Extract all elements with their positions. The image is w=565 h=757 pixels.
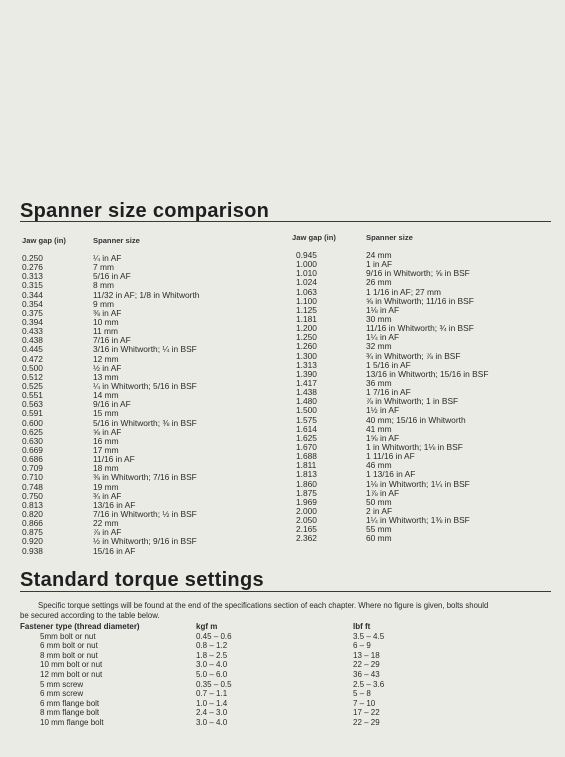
spanner-size-value: ⅝ in Whitworth; 11/16 in BSF [366, 295, 474, 306]
jaw-gap-value: 0.820 [22, 508, 43, 519]
left-jaw-gap-header: Jaw gap (in) [22, 236, 66, 245]
spanner-size-value: 2 in AF [366, 505, 393, 516]
kgf-m-value: 0.45 – 0.6 [196, 631, 232, 641]
kgf-m-value: 3.0 – 4.0 [196, 660, 228, 670]
spanner-size-value: ¼ in Whitworth; 5/16 in BSF [93, 380, 197, 391]
fastener-type-value: 5 mm screw [40, 679, 84, 689]
jaw-gap-value: 0.394 [22, 316, 43, 327]
jaw-gap-value: 0.375 [22, 307, 43, 318]
spanner-size-value: 13 mm [93, 371, 119, 382]
spanner-size-value: ⅜ in AF [93, 307, 122, 318]
jaw-gap-value: 0.945 [296, 250, 317, 260]
torque-kgf-column [196, 622, 232, 728]
fastener-type-header: Fastener type (thread diameter) [20, 622, 140, 631]
jaw-gap-value: 1.969 [296, 496, 317, 507]
spanner-size-value: 1 1/16 in AF; 27 mm [366, 286, 441, 297]
jaw-gap-value: 0.686 [22, 454, 43, 465]
kgf-m-value: 2.4 – 3.0 [196, 708, 228, 718]
jaw-gap-value: 0.250 [22, 253, 43, 263]
spanner-size-value: 9 mm [93, 298, 114, 309]
jaw-gap-value: 1.860 [296, 478, 317, 489]
spanner-size-value: 15 mm [93, 408, 119, 419]
spanner-size-value: 22 mm [93, 518, 119, 529]
spanner-section-title: Spanner size comparison [20, 200, 270, 222]
spanner-size-value: 13/16 in Whitworth; 15/16 in BSF [366, 368, 489, 379]
spanner-size-value: 24 mm [366, 250, 392, 260]
jaw-gap-value: 1.181 [296, 313, 317, 324]
jaw-gap-value: 1.480 [296, 396, 317, 407]
lbf-ft-header: lbf ft [353, 622, 371, 631]
jaw-gap-value: 0.813 [22, 499, 43, 510]
jaw-gap-value: 0.500 [22, 362, 43, 373]
jaw-gap-value: 1.811 [296, 460, 317, 471]
lbf-ft-value: 2.5 – 3.6 [353, 679, 385, 689]
jaw-gap-value: 2.050 [296, 515, 317, 526]
spanner-size-value: 1 5/16 in AF [366, 359, 411, 370]
spanner-size-value: 7/16 in AF [93, 335, 131, 346]
jaw-gap-value: 0.709 [22, 463, 43, 474]
jaw-gap-value: 0.630 [22, 435, 43, 446]
spanner-size-value: 50 mm [366, 496, 392, 507]
jaw-gap-value: 0.938 [22, 545, 43, 556]
spanner-size-value: 1⅝ in AF [366, 432, 400, 443]
jaw-gap-value: 0.512 [22, 371, 43, 382]
spanner-size-value: 13/16 in AF [93, 499, 136, 510]
spanner-size-value: 19 mm [93, 481, 119, 492]
jaw-gap-value: 1.313 [296, 359, 317, 370]
torque-intro-line-2: be secured according to the table below. [20, 611, 160, 620]
jaw-gap-value: 1.875 [296, 487, 317, 498]
spanner-size-value: ½ in Whitworth; 9/16 in BSF [93, 536, 197, 547]
jaw-gap-value: 0.866 [22, 518, 43, 529]
jaw-gap-value: 1.024 [296, 277, 317, 288]
jaw-gap-value: 0.438 [22, 335, 43, 346]
spanner-size-value: 11/32 in AF; 1/8 in Whitworth [93, 289, 200, 300]
torque-fastener-column [20, 622, 140, 728]
spanner-size-value: 18 mm [93, 463, 119, 474]
spanner-size-value: 15/16 in AF [93, 545, 136, 556]
kgf-m-header: kgf m [196, 622, 218, 631]
spanner-size-value: 1¼ in Whitworth; 1⅜ in BSF [366, 515, 470, 526]
spanner-size-value: 60 mm [366, 533, 392, 544]
fastener-type-value: 10 mm flange bolt [40, 717, 104, 727]
torque-title-rule [20, 591, 551, 592]
right-jaw-gap-header: Jaw gap (in) [292, 233, 336, 242]
spanner-size-value: 1⅛ in AF [366, 304, 400, 315]
spanner-size-value: 11 mm [93, 326, 118, 337]
jaw-gap-value: 0.445 [22, 344, 43, 355]
lbf-ft-value: 5 – 8 [353, 689, 371, 699]
jaw-gap-value: 1.300 [296, 350, 317, 361]
lbf-ft-value: 3.5 – 4.5 [353, 631, 385, 641]
left-spanner-size-column [93, 254, 199, 556]
spanner-size-value: 7/16 in Whitworth; ½ in BSF [93, 508, 197, 519]
jaw-gap-value: 0.875 [22, 527, 43, 538]
spanner-size-value: 14 mm [93, 390, 119, 401]
jaw-gap-value: 2.165 [296, 524, 317, 535]
spanner-size-value: 41 mm [366, 423, 392, 434]
jaw-gap-value: 0.276 [22, 262, 43, 273]
spanner-size-value: 30 mm [366, 313, 392, 324]
spanner-size-value: 17 mm [93, 444, 119, 455]
jaw-gap-value: 1.614 [296, 423, 317, 434]
spanner-size-value: 16 mm [93, 435, 119, 446]
spanner-size-value: 46 mm [366, 460, 392, 471]
fastener-type-value: 6 mm flange bolt [40, 698, 100, 708]
spanner-size-value: 7 mm [93, 262, 114, 273]
jaw-gap-value: 1.688 [296, 451, 317, 462]
right-spanner-size-column [366, 251, 488, 544]
fastener-type-value: 8 mm bolt or nut [40, 650, 98, 660]
jaw-gap-value: 0.748 [22, 481, 43, 492]
torque-intro-line-1: Specific torque settings will be found at the end of the specifications section of each chapter. Where no figure is given, bolts should [38, 601, 489, 610]
jaw-gap-value: 1.390 [296, 368, 317, 379]
fastener-type-value: 8 mm flange bolt [40, 708, 100, 718]
jaw-gap-value: 1.500 [296, 405, 317, 416]
jaw-gap-value: 0.591 [22, 408, 43, 419]
fastener-type-value: 6 mm screw [40, 689, 84, 699]
spanner-size-value: 10 mm [93, 316, 119, 327]
fastener-type-value: 5mm bolt or nut [40, 631, 96, 641]
spanner-size-value: ⅞ in AF [93, 527, 122, 538]
torque-section-title: Standard torque settings [20, 569, 264, 591]
kgf-m-value: 0.8 – 1.2 [196, 641, 228, 651]
spanner-size-value: 1⅛ in Whitworth; 1¼ in BSF [366, 478, 470, 489]
spanner-size-value: 36 mm [366, 377, 392, 388]
kgf-m-value: 0.35 – 0.5 [196, 679, 232, 689]
jaw-gap-value: 1.813 [296, 469, 317, 480]
kgf-m-value: 1.0 – 1.4 [196, 698, 228, 708]
right-spanner-size-header: Spanner size [366, 233, 413, 242]
left-jaw-gap-column [22, 254, 43, 556]
jaw-gap-value: 1.575 [296, 414, 317, 425]
lbf-ft-value: 22 – 29 [353, 717, 380, 727]
spanner-size-value: 11/16 in AF [93, 454, 135, 465]
spanner-size-value: 1⅞ in AF [366, 487, 400, 498]
jaw-gap-value: 0.710 [22, 472, 43, 483]
lbf-ft-value: 7 – 10 [353, 698, 376, 708]
fastener-type-value: 10 mm bolt or nut [40, 660, 103, 670]
jaw-gap-value: 0.600 [22, 417, 43, 428]
jaw-gap-value: 0.563 [22, 399, 43, 410]
jaw-gap-value: 1.260 [296, 341, 317, 352]
spanner-size-value: 1¼ in AF [366, 332, 400, 343]
jaw-gap-value: 0.315 [22, 280, 43, 291]
spanner-size-value: 11/16 in Whitworth; ¾ in BSF [366, 323, 474, 334]
spanner-title-rule [20, 221, 551, 222]
spanner-size-value: ⅜ in Whitworth; 7/16 in BSF [93, 472, 197, 483]
jaw-gap-value: 0.344 [22, 289, 43, 300]
spanner-size-value: ¼ in AF [93, 253, 122, 263]
lbf-ft-value: 22 – 29 [353, 660, 380, 670]
spanner-size-value: 1 11/16 in AF [366, 451, 415, 462]
kgf-m-value: 0.7 – 1.1 [196, 689, 228, 699]
spanner-size-value: 3/16 in Whitworth; ¼ in BSF [93, 344, 197, 355]
jaw-gap-value: 0.433 [22, 326, 43, 337]
jaw-gap-value: 1.200 [296, 323, 317, 334]
jaw-gap-value: 0.472 [22, 353, 43, 364]
jaw-gap-value: 1.670 [296, 441, 317, 452]
lbf-ft-value: 36 – 43 [353, 669, 380, 679]
spanner-size-value: 5/16 in Whitworth; ⅜ in BSF [93, 417, 197, 428]
lbf-ft-value: 13 – 18 [353, 650, 380, 660]
spanner-size-value: ⅞ in Whitworth; 1 in BSF [366, 396, 459, 407]
spanner-size-value: 1 7/16 in AF [366, 387, 411, 398]
kgf-m-value: 3.0 – 4.0 [196, 717, 228, 727]
jaw-gap-value: 0.354 [22, 298, 43, 309]
jaw-gap-value: 0.313 [22, 271, 43, 282]
spanner-size-value: 5/16 in AF [93, 271, 131, 282]
jaw-gap-value: 1.100 [296, 295, 317, 306]
spanner-size-value: ½ in AF [93, 362, 122, 373]
lbf-ft-value: 17 – 22 [353, 708, 380, 718]
spanner-size-value: 12 mm [93, 353, 119, 364]
jaw-gap-value: 1.000 [296, 259, 317, 270]
jaw-gap-value: 0.669 [22, 444, 43, 455]
jaw-gap-value: 2.362 [296, 533, 317, 544]
jaw-gap-value: 0.920 [22, 536, 43, 547]
jaw-gap-value: 1.125 [296, 304, 317, 315]
right-jaw-gap-column [296, 251, 317, 544]
spanner-size-value: 1½ in AF [366, 405, 400, 416]
jaw-gap-value: 0.525 [22, 380, 43, 391]
spanner-size-value: 32 mm [366, 341, 392, 352]
torque-intro-text [20, 601, 540, 621]
spanner-size-value: 55 mm [366, 524, 392, 535]
spanner-size-value: 8 mm [93, 280, 114, 291]
spanner-size-value: 9/16 in Whitworth; ⅝ in BSF [366, 268, 470, 279]
jaw-gap-value: 1.063 [296, 286, 317, 297]
fastener-type-value: 12 mm bolt or nut [40, 669, 103, 679]
kgf-m-value: 1.8 – 2.5 [196, 650, 228, 660]
spanner-size-value: ¾ in AF [93, 490, 122, 501]
jaw-gap-value: 2.000 [296, 505, 317, 516]
jaw-gap-value: 1.417 [296, 377, 317, 388]
spanner-size-value: 26 mm [366, 277, 392, 288]
spanner-size-value: 40 mm; 15/16 in Whitworth [366, 414, 466, 425]
jaw-gap-value: 0.750 [22, 490, 43, 501]
jaw-gap-value: 1.250 [296, 332, 317, 343]
jaw-gap-value: 0.625 [22, 426, 43, 437]
spanner-size-value: 1 13/16 in AF [366, 469, 416, 480]
spanner-size-value: ¾ in Whitworth; ⅞ in BSF [366, 350, 461, 361]
lbf-ft-value: 6 – 9 [353, 641, 371, 651]
spanner-size-value: 1 in Whitworth; 1⅛ in BSF [366, 441, 463, 452]
jaw-gap-value: 1.438 [296, 387, 317, 398]
spanner-size-value: 9/16 in AF [93, 399, 131, 410]
kgf-m-value: 5.0 – 6.0 [196, 669, 228, 679]
jaw-gap-value: 0.551 [22, 390, 43, 401]
left-spanner-size-header: Spanner size [93, 236, 140, 245]
fastener-type-value: 6 mm bolt or nut [40, 641, 98, 651]
torque-lbf-column [353, 622, 384, 728]
jaw-gap-value: 1.010 [296, 268, 317, 279]
spanner-size-value: 1 in AF [366, 259, 393, 270]
spanner-size-value: ⅝ in AF [93, 426, 122, 437]
jaw-gap-value: 1.625 [296, 432, 317, 443]
